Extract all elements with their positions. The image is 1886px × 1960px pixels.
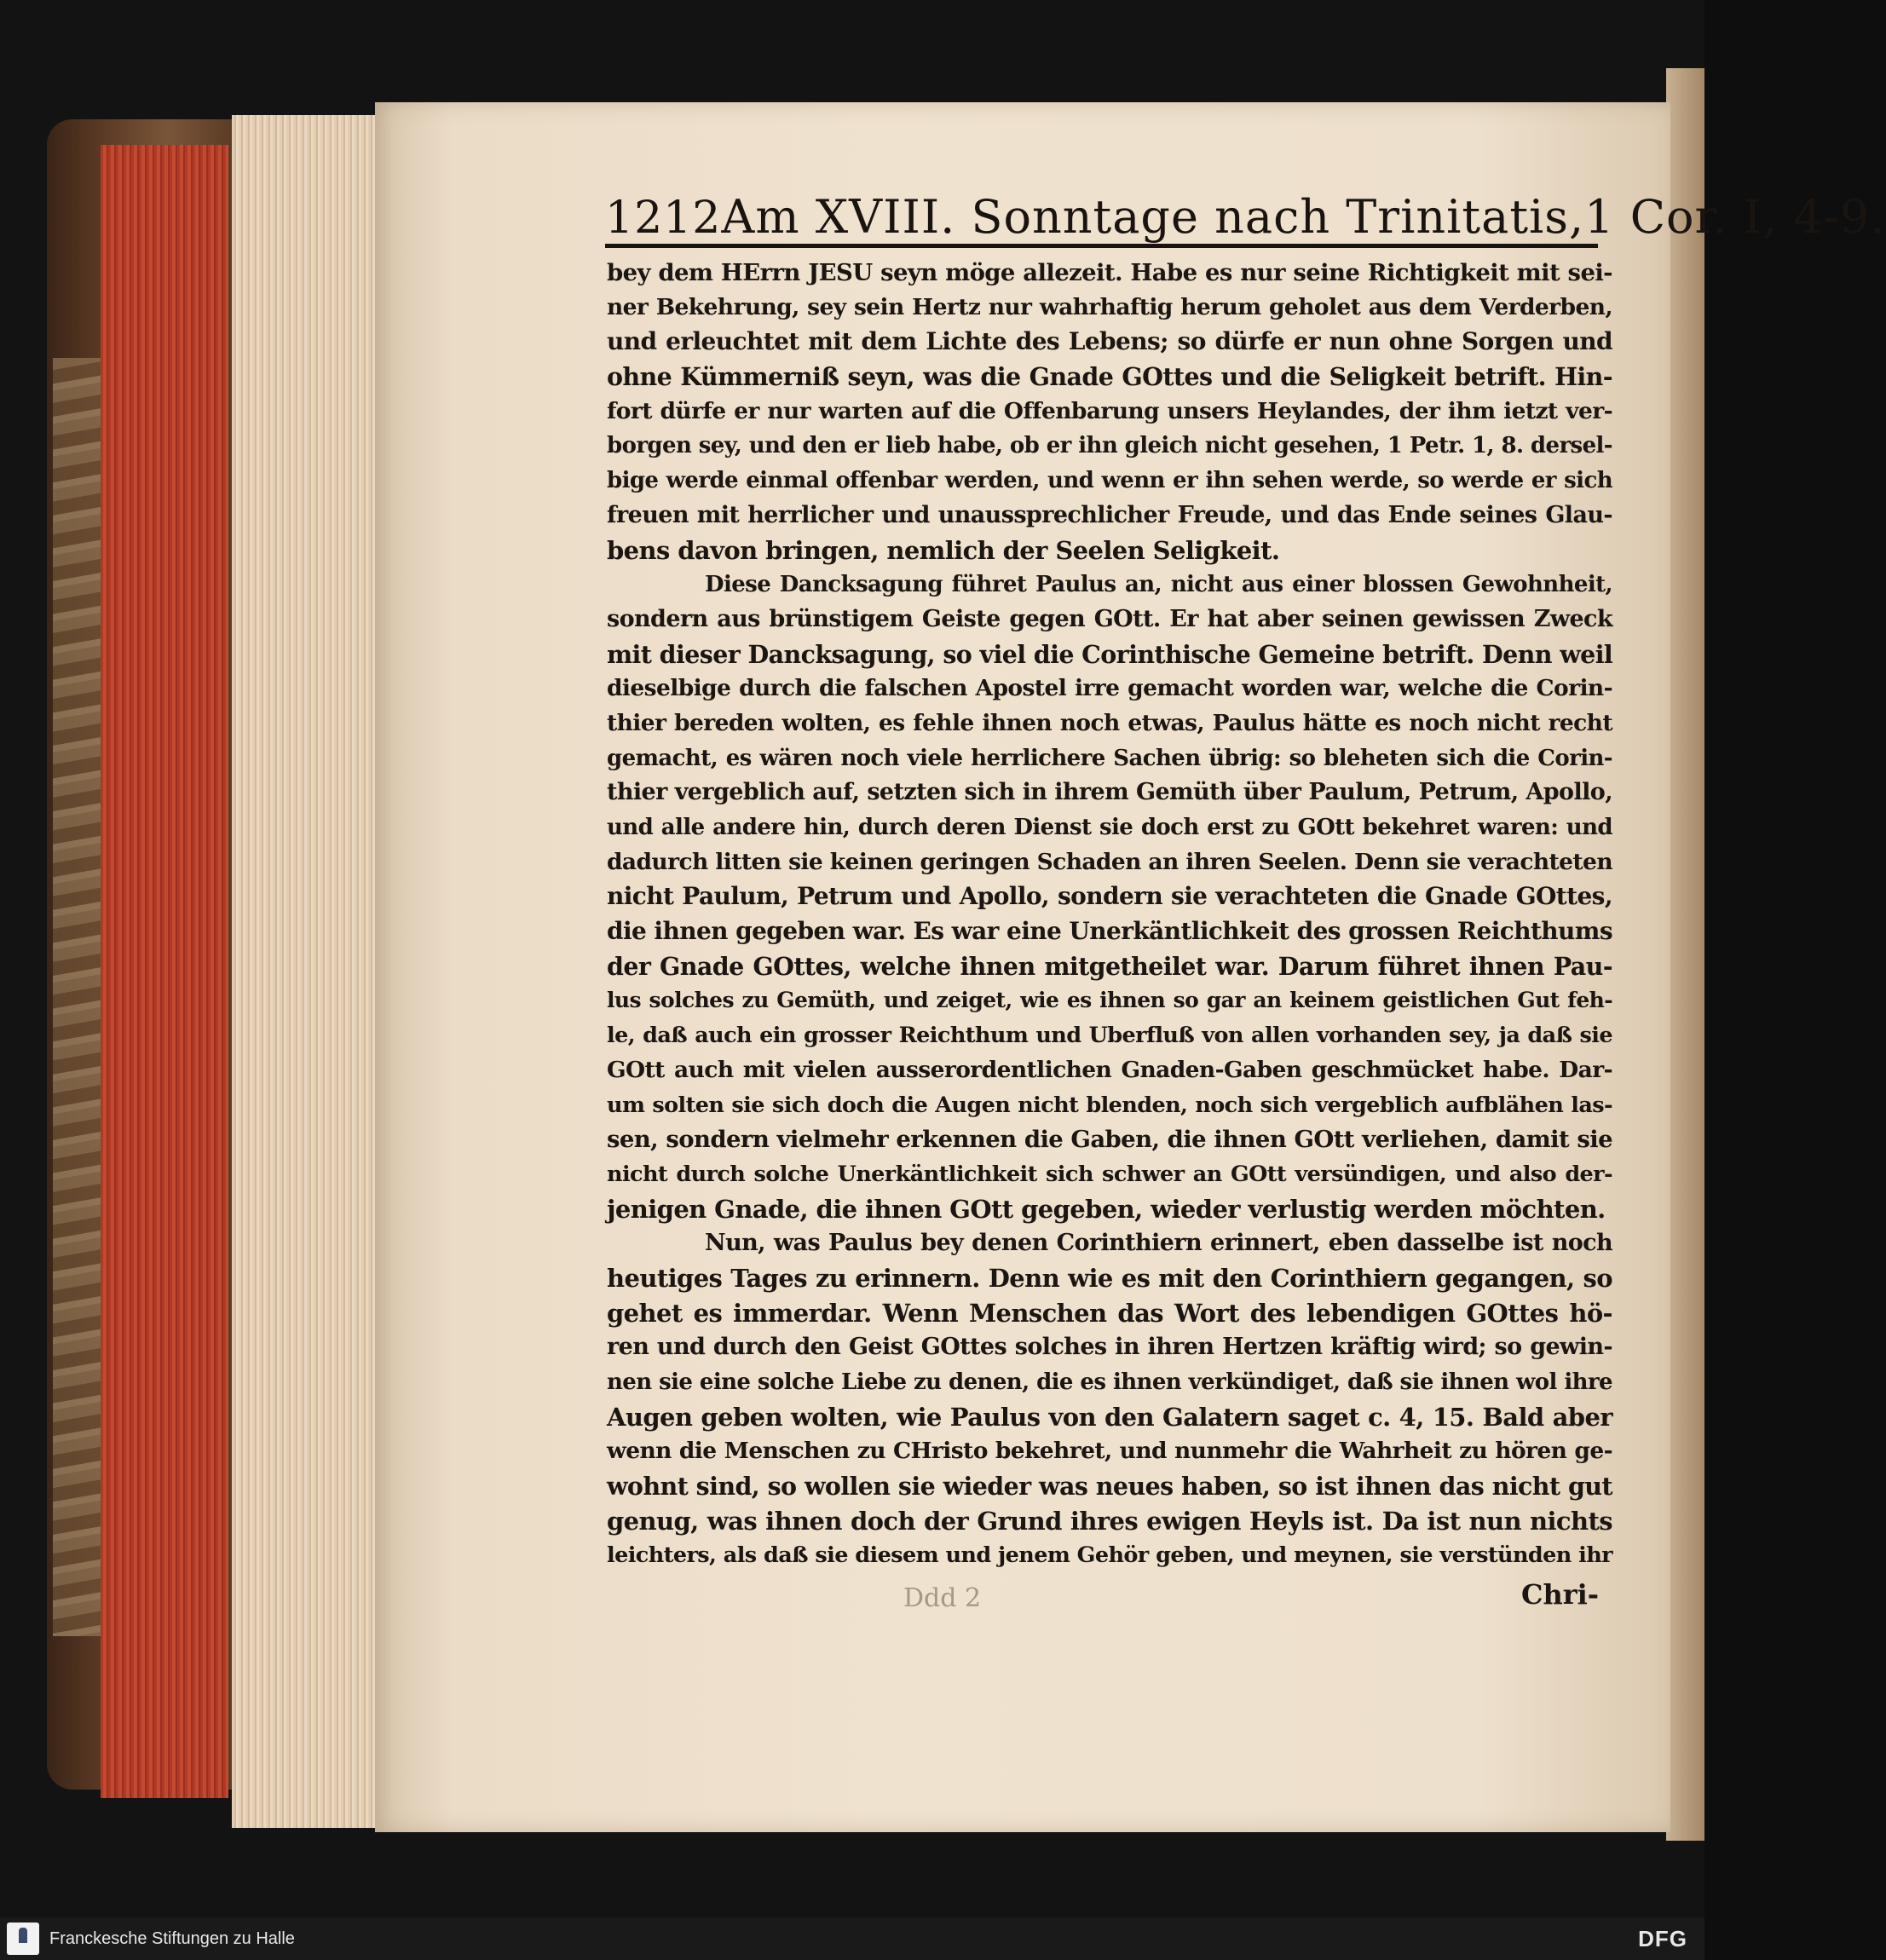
text-line: nen sie eine solche Liebe zu denen, die es ihnen verkündiget, daß sie ihnen wol ihre [607, 1369, 1612, 1395]
page-block-edges [232, 115, 377, 1828]
running-head [605, 181, 1886, 248]
text-line: heutiges Tages zu erinnern. Denn wie es mit den Corinthiern gegangen, so [607, 1263, 1612, 1293]
red-page-edges [101, 145, 228, 1798]
text-line: mit dieser Dancksagung, so viel die Corinthische Gemeine betrift. Denn weil [607, 639, 1613, 669]
body-text [607, 256, 1612, 1573]
text-line: nicht durch solche Unerkäntlichkeit sich schwer an GOtt versündigen, und also der- [607, 1161, 1612, 1187]
text-line: Diese Dancksagung führet Paulus an, nicht aus einer blossen Gewohnheit, [705, 572, 1612, 598]
signature-mark: Ddd 2 [903, 1583, 982, 1613]
text-line: genug, was ihnen doch der Grund ihres ewigen Heyls ist. Da ist nun nichts [607, 1506, 1612, 1536]
text-line: leichters, als daß sie diesem und jenem Gehör geben, und meynen, sie verstünden ihr [607, 1542, 1612, 1569]
text-line: bige werde einmal offenbar werden, und wenn er ihn sehen werde, so werde er sich [607, 468, 1612, 494]
text-line: fort dürfe er nur warten auf die Offenbarung unsers Heylandes, der ihm ietzt ver- [607, 397, 1612, 424]
running-head-title: Am XVIII. Sonntage nach Trinitatis, [721, 190, 1585, 244]
text-line: wenn die Menschen zu CHristo bekehret, und nunmehr die Wahrheit zu hören ge- [607, 1438, 1612, 1465]
text-line: borgen sey, und den er lieb habe, ob er ihn gleich nicht gesehen, 1 Petr. 1, 8. dersel- [607, 433, 1612, 459]
text-line: lus solches zu Gemüth, und zeiget, wie es ihnen so gar an keinem geistlichen Gut feh- [607, 988, 1612, 1013]
text-line: thier bereden wolten, es fehle ihnen noch etwas, Paulus hätte es noch nicht recht [607, 709, 1612, 736]
text-line: und erleuchtet mit dem Lichte des Lebens; so dürfe er nun ohne Sorgen und [607, 327, 1612, 356]
text-line: sen, sondern vielmehr erkennen die Gaben, die ihnen GOtt verliehen, damit sie [607, 1126, 1612, 1154]
text-line: der Gnade GOttes, welche ihnen mitgetheilet war. Darum führet ihnen Pau- [607, 951, 1612, 981]
text-line: bey dem HErrn JESU seyn möge allezeit. Habe es nur seine Richtigkeit mit sei- [607, 259, 1612, 286]
text-line: dieselbige durch die falschen Apostel irre gemacht worden war, welche die Corin- [607, 675, 1612, 702]
dfg-logo[interactable]: DFG [1638, 1926, 1687, 1951]
text-line: Nun, was Paulus bey denen Corinthiern erinnert, eben dasselbe ist noch [705, 1230, 1612, 1257]
text-line: um solten sie sich doch die Augen nicht blenden, noch sich vergeblich aufblähen las- [607, 1092, 1612, 1118]
text-line: und alle andere hin, durch deren Dienst sie doch erst zu GOtt bekehret waren: und [607, 815, 1612, 840]
text-line: ner Bekehrung, sey sein Hertz nur wahrhaftig herum geholet aus dem Verderben, [607, 293, 1612, 320]
text-line: Augen geben wolten, wie Paulus von den Galatern saget c. 4, 15. Bald aber [607, 1402, 1612, 1432]
text-line: freuen mit herrlicher und unaussprechlicher Freude, und das Ende seines Glau- [607, 501, 1612, 528]
facing-page-edge [1666, 68, 1704, 1841]
text-line: gehet es immerdar. Wenn Menschen das Wort des lebendigen GOttes hö- [607, 1298, 1612, 1328]
text-line: jenigen Gnade, die ihnen GOtt gegeben, wieder verlustig werden möchten. [607, 1194, 1606, 1224]
institution-logo-icon[interactable] [7, 1923, 39, 1955]
text-line: gemacht, es wären noch viele herrlichere Sachen übrig: so bleheten sich die Corin- [607, 745, 1612, 771]
text-line: le, daß auch ein grosser Reichthum und Uberfluß von allen vorhanden sey, ja daß sie [607, 1023, 1612, 1049]
text-line: bens davon bringen, nemlich der Seelen Seligkeit. [607, 535, 1280, 565]
text-line: die ihnen gegeben war. Es war eine Unerkäntlichkeit des grossen Reichthums [607, 917, 1612, 946]
footer-institution[interactable]: Franckesche Stiftungen zu Halle [49, 1929, 295, 1948]
text-line: nicht Paulum, Petrum und Apollo, sondern sie verachteten die Gnade GOttes, [607, 882, 1612, 911]
text-line: thier vergeblich auf, setzten sich in ihrem Gemüth über Paulum, Petrum, Apollo, [607, 779, 1612, 806]
text-line: wohnt sind, so wollen sie wieder was neues haben, so ist ihnen das nicht gut [607, 1472, 1612, 1502]
cover-marbling [53, 358, 104, 1636]
text-line: ohne Kümmerniß seyn, was die Gnade GOttes und die Seligkeit betrift. Hin- [607, 362, 1612, 392]
catchword: Chri- [1521, 1578, 1600, 1611]
text-line: dadurch litten sie keinen geringen Schaden an ihren Seelen. Denn sie verachteten [607, 848, 1612, 875]
viewer-footer [0, 1917, 1704, 1960]
page-number: 1212 [605, 193, 722, 244]
text-line: GOtt auch mit vielen ausserordentlichen Gnaden-Gaben geschmücket habe. Dar- [607, 1056, 1612, 1083]
running-head-reference: 1 Cor. I, 4-9. [1584, 190, 1886, 244]
text-line: sondern aus brünstigem Geiste gegen GOtt. Er hat aber seinen gewissen Zweck [607, 605, 1612, 632]
text-line: ren und durch den Geist GOttes solches in ihren Hertzen kräftig wird; so gewin- [607, 1334, 1612, 1361]
